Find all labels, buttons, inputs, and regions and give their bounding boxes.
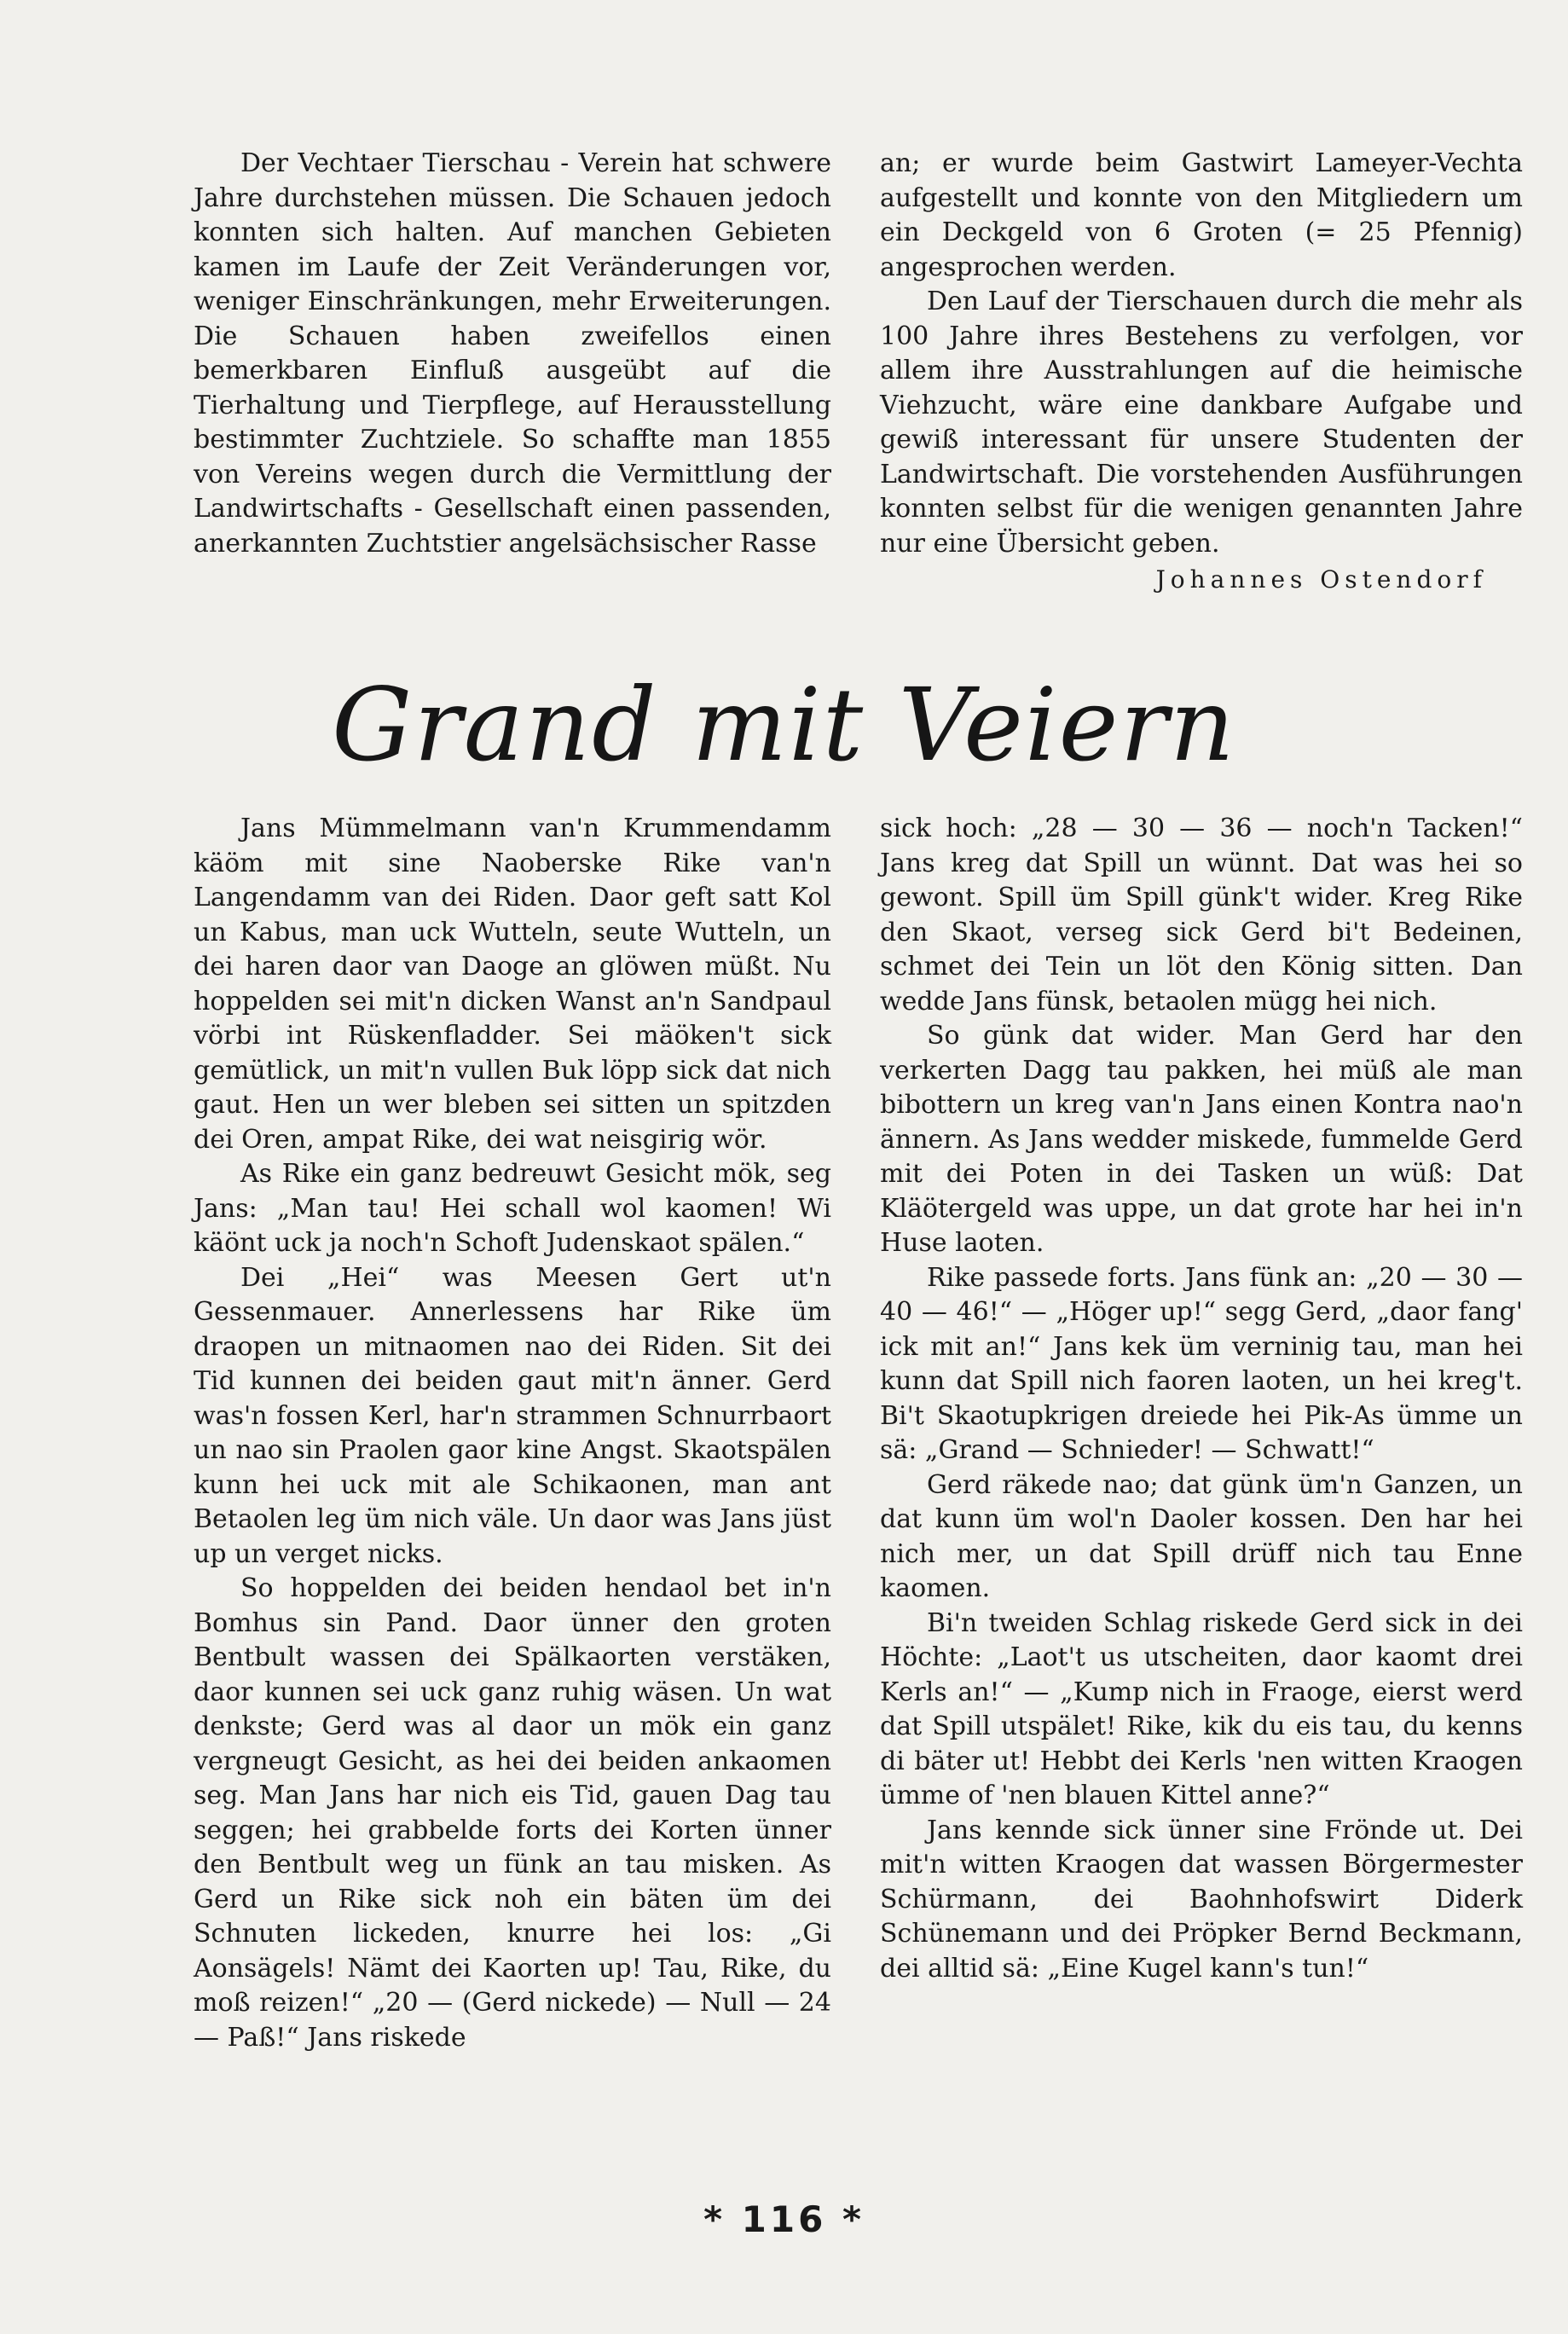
story-paragraph: So hoppelden dei beiden hendaol bet in'n Bomhus sin Pand. Daor ünner den groten Bentbult wassen dei Spälkaorten verstäken, daor kunnen sei uck ganz ruhig wäsen. Un wat denkste; Gerd was al daor un mök ein ganz vergneugt Gesicht, as hei dei beiden ankaomen seg. Man Jans har nich eis Tid, gauen Dag tau seggen; hei grabbelde forts dei Korten ünner den Bentbult weg un fünk an tau misken. As Gerd un Rike sick noh ein bäten üm dei Schnuten lickeden, knurre hei los: „Gi Aonsägels! Nämt dei Kaorten up! Tau, Rike, du moß reizen!“ „20 — (Gerd nickede) — Null — 24 — Paß!“ Jans riskede — [194, 1573, 831, 2053]
story-paragraph: sick hoch: „28 — 30 — 36 — noch'n Tacken!“ Jans kreg dat Spill un wünnt. Dat was hei so gewont. Spill üm Spill günk't wider. Kreg Rike den Skaot, verseg sick Gerd bi't Bedeinen, schmet dei Tein un löt den König sitten. Dan wedde Jans fünsk, betaolen mügg hei nich. — [880, 814, 1523, 1016]
story-paragraph: So günk dat wider. Man Gerd har den verkerten Dagg tau pakken, hei müß ale man bibottern un kreg van'n Jans einen Kontra nao'n ännern. As Jans wedder miskede, fummelde Gerd mit dei Poten in dei Tasken un wüß: Dat Kläötergeld was uppe, un dat grote har hei in'n Huse laoten. — [880, 1021, 1523, 1258]
page-number: * 116 * — [703, 2198, 865, 2240]
story-paragraph: Bi'n tweiden Schlag riskede Gerd sick in dei Höchte: „Laot't us utscheiten, daor kaomt drei Kerls an!“ — „Kump nich in Fraoge, eierst werd dat Spill utspälet! Rike, kik du eis tau, du kenns di bäter ut! Hebbt dei Kerls 'nen witten Kraogen ümme of 'nen blauen Kittel anne?“ — [880, 1607, 1523, 1810]
story-paragraph: Rike passede forts. Jans fünk an: „20 — 30 — 40 — 46!“ — „Höger up!“ segg Gerd, „daor fang' ick mit an!“ Jans kek üm verninig tau, man hei kunn dat Spill nich faoren laoten, un hei kreg't. Bi't Skaotupkrigen dreiede hei Pik-As ümme un sä: „Grand — Schnieder! — Schwatt!“ — [880, 1262, 1523, 1465]
intro-paragraph: Den Lauf der Tierschauen durch die mehr als 100 Jahre ihres Bestehens zu verfolgen, vor allem ihre Ausstrahlungen auf die heimische Viehzucht, wäre eine dankbare Aufgabe und gewiß interessant für unsere Studenten der Landwirtschaft. Die vorstehenden Ausführungen konnten selbst für die wenigen genannten Jahre nur eine Übersicht geben. — [880, 287, 1523, 559]
story-column-left — [194, 812, 831, 2055]
story-paragraph: Dei „Hei“ was Meesen Gert ut'n Gessenmauer. Annerlessens har Rike üm draopen un mitnaomen nao dei Riden. Sit dei Tid kunnen dei beiden gaut mit'n änner. Gerd was'n fossen Kerl, har'n strammen Schnurrbaort un nao sin Praolen gaor kine Angst. Skaotspälen kunn hei uck mit ale Schikaonen, man ant Betaolen leg üm nich väle. Un daor was Jans jüst up un verget nicks. — [194, 1262, 831, 1569]
story-title: Grand mit Veiern — [332, 666, 1236, 784]
intro-column-left — [194, 147, 831, 561]
story-column-right — [880, 812, 1523, 1986]
story-paragraph: Gerd räkede nao; dat günk üm'n Ganzen, un dat kunn üm wol'n Daoler kossen. Den har hei nich mer, un dat Spill drüff nich tau Enne kaomen. — [880, 1469, 1523, 1603]
author-signature: Johannes Ostendorf — [1155, 565, 1487, 594]
story-paragraph: Jans kennde sick ünner sine Frönde ut. Dei mit'n witten Kraogen dat wassen Börgermester Schürmann, dei Baohnhofswirt Diderk Schünemann und dei Pröpker Bernd Beckmann, dei alltid sä: „Eine Kugel kann's tun!“ — [880, 1815, 1523, 1984]
intro-paragraph: Der Vechtaer Tierschau - Verein hat schwere Jahre durchstehen müssen. Die Schauen jedoch konnten sich halten. Auf manchen Gebieten kamen im Laufe der Zeit Veränderungen vor, weniger Einschränkungen, mehr Erweiterungen. Die Schauen haben zweifellos einen bemerkbaren Einfluß ausgeübt auf die Tierhaltung und Tierpflege, auf Herausstellung bestimmter Zuchtziele. So schaffte man 1855 von Vereins wegen durch die Vermittlung der Landwirtschafts - Gesellschaft einen passenden, anerkannten Zuchtstier angelsächsischer Rasse — [194, 148, 831, 559]
story-paragraph: As Rike ein ganz bedreuwt Gesicht mök, seg Jans: „Man tau! Hei schall wol kaomen! Wi käönt uck ja noch'n Schoft Judenskaot spälen.“ — [194, 1159, 831, 1258]
intro-paragraph: an; er wurde beim Gastwirt Lameyer-Vechta aufgestellt und konnte von den Mitgliedern um ein Deckgeld von 6 Groten (= 25 Pfennig) angesprochen werden. — [880, 148, 1523, 282]
story-paragraph: Jans Mümmelmann van'n Krummendamm käöm mit sine Naoberske Rike van'n Langendamm van dei Riden. Daor geft satt Kol un Kabus, man uck Wutteln, seute Wutteln, un dei haren daor van Daoge an glöwen müßt. Nu hoppelden sei mit'n dicken Wanst an'n Sandpaul vörbi int Rüskenfladder. Sei mäöken't sick gemütlick, un mit'n vullen Buk löpp sick dat nich gaut. Hen un wer bleben sei sitten un spitzden dei Oren, ampat Rike, dei wat neisgirig wör. — [194, 814, 831, 1155]
intro-column-right — [880, 147, 1523, 598]
